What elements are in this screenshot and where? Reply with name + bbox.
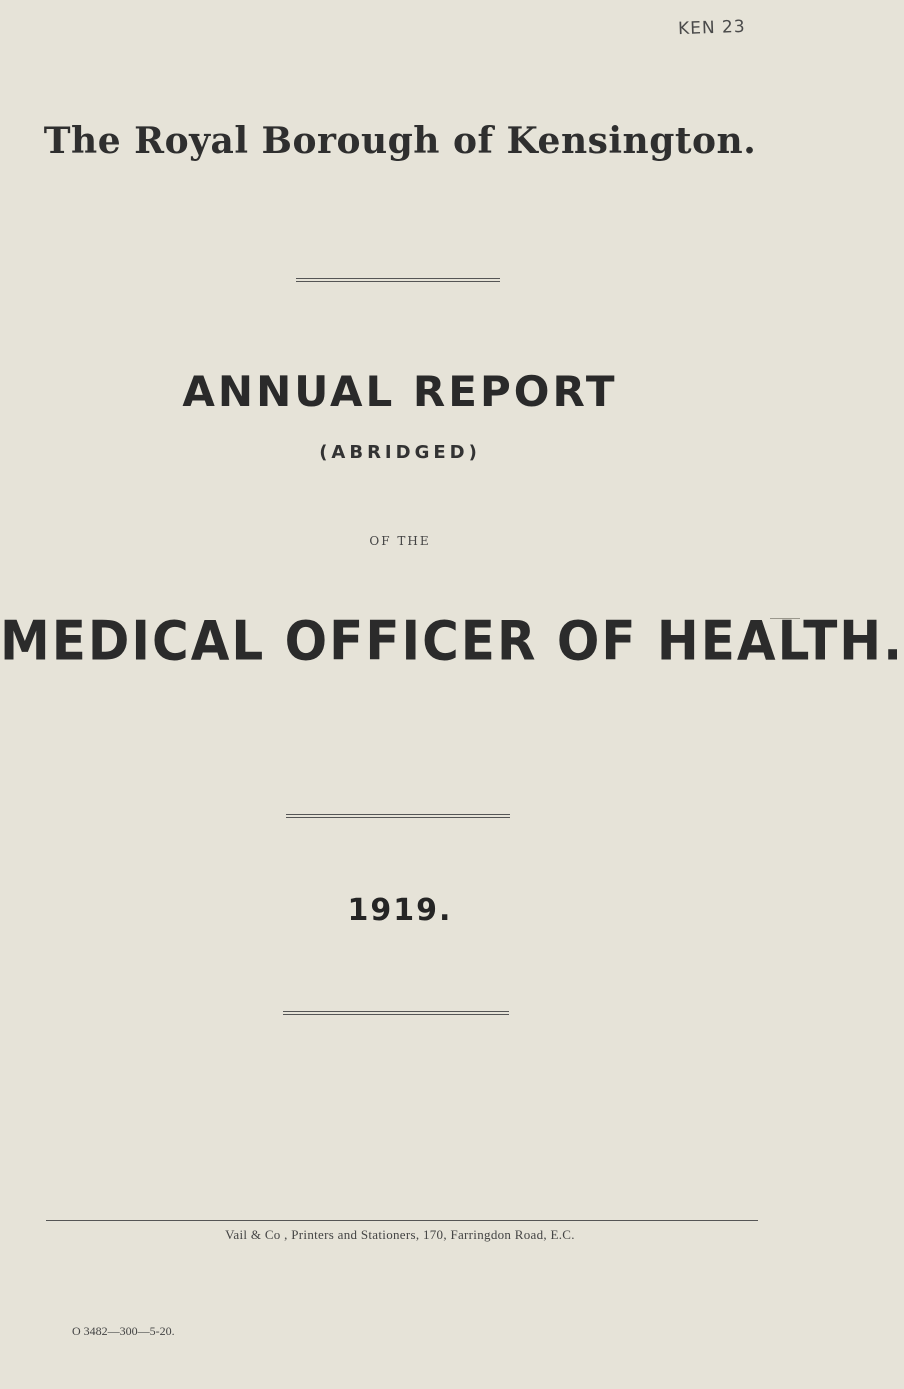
printer-imprint: Vail & Co , Printers and Stationers, 170, Farringdon Road, E.C. (225, 1227, 575, 1242)
divider-rule-top (296, 278, 500, 282)
print-code: O 3482—300—5-20. (72, 1324, 175, 1338)
imprint-rule (46, 1220, 758, 1221)
report-year: 1919. (347, 893, 453, 928)
divider-rule-middle (286, 814, 510, 818)
divider-rule-bottom (283, 1011, 509, 1015)
report-qualifier: (ABRIDGED) (319, 442, 481, 463)
handwritten-annotation: KEN 23 (677, 16, 746, 40)
borough-heading: The Royal Borough of Kensington. (43, 120, 757, 162)
report-title: ANNUAL REPORT (182, 367, 618, 416)
office-title: MEDICAL OFFICER OF HEALTH. (0, 609, 904, 673)
title-connector: OF THE (369, 534, 431, 548)
